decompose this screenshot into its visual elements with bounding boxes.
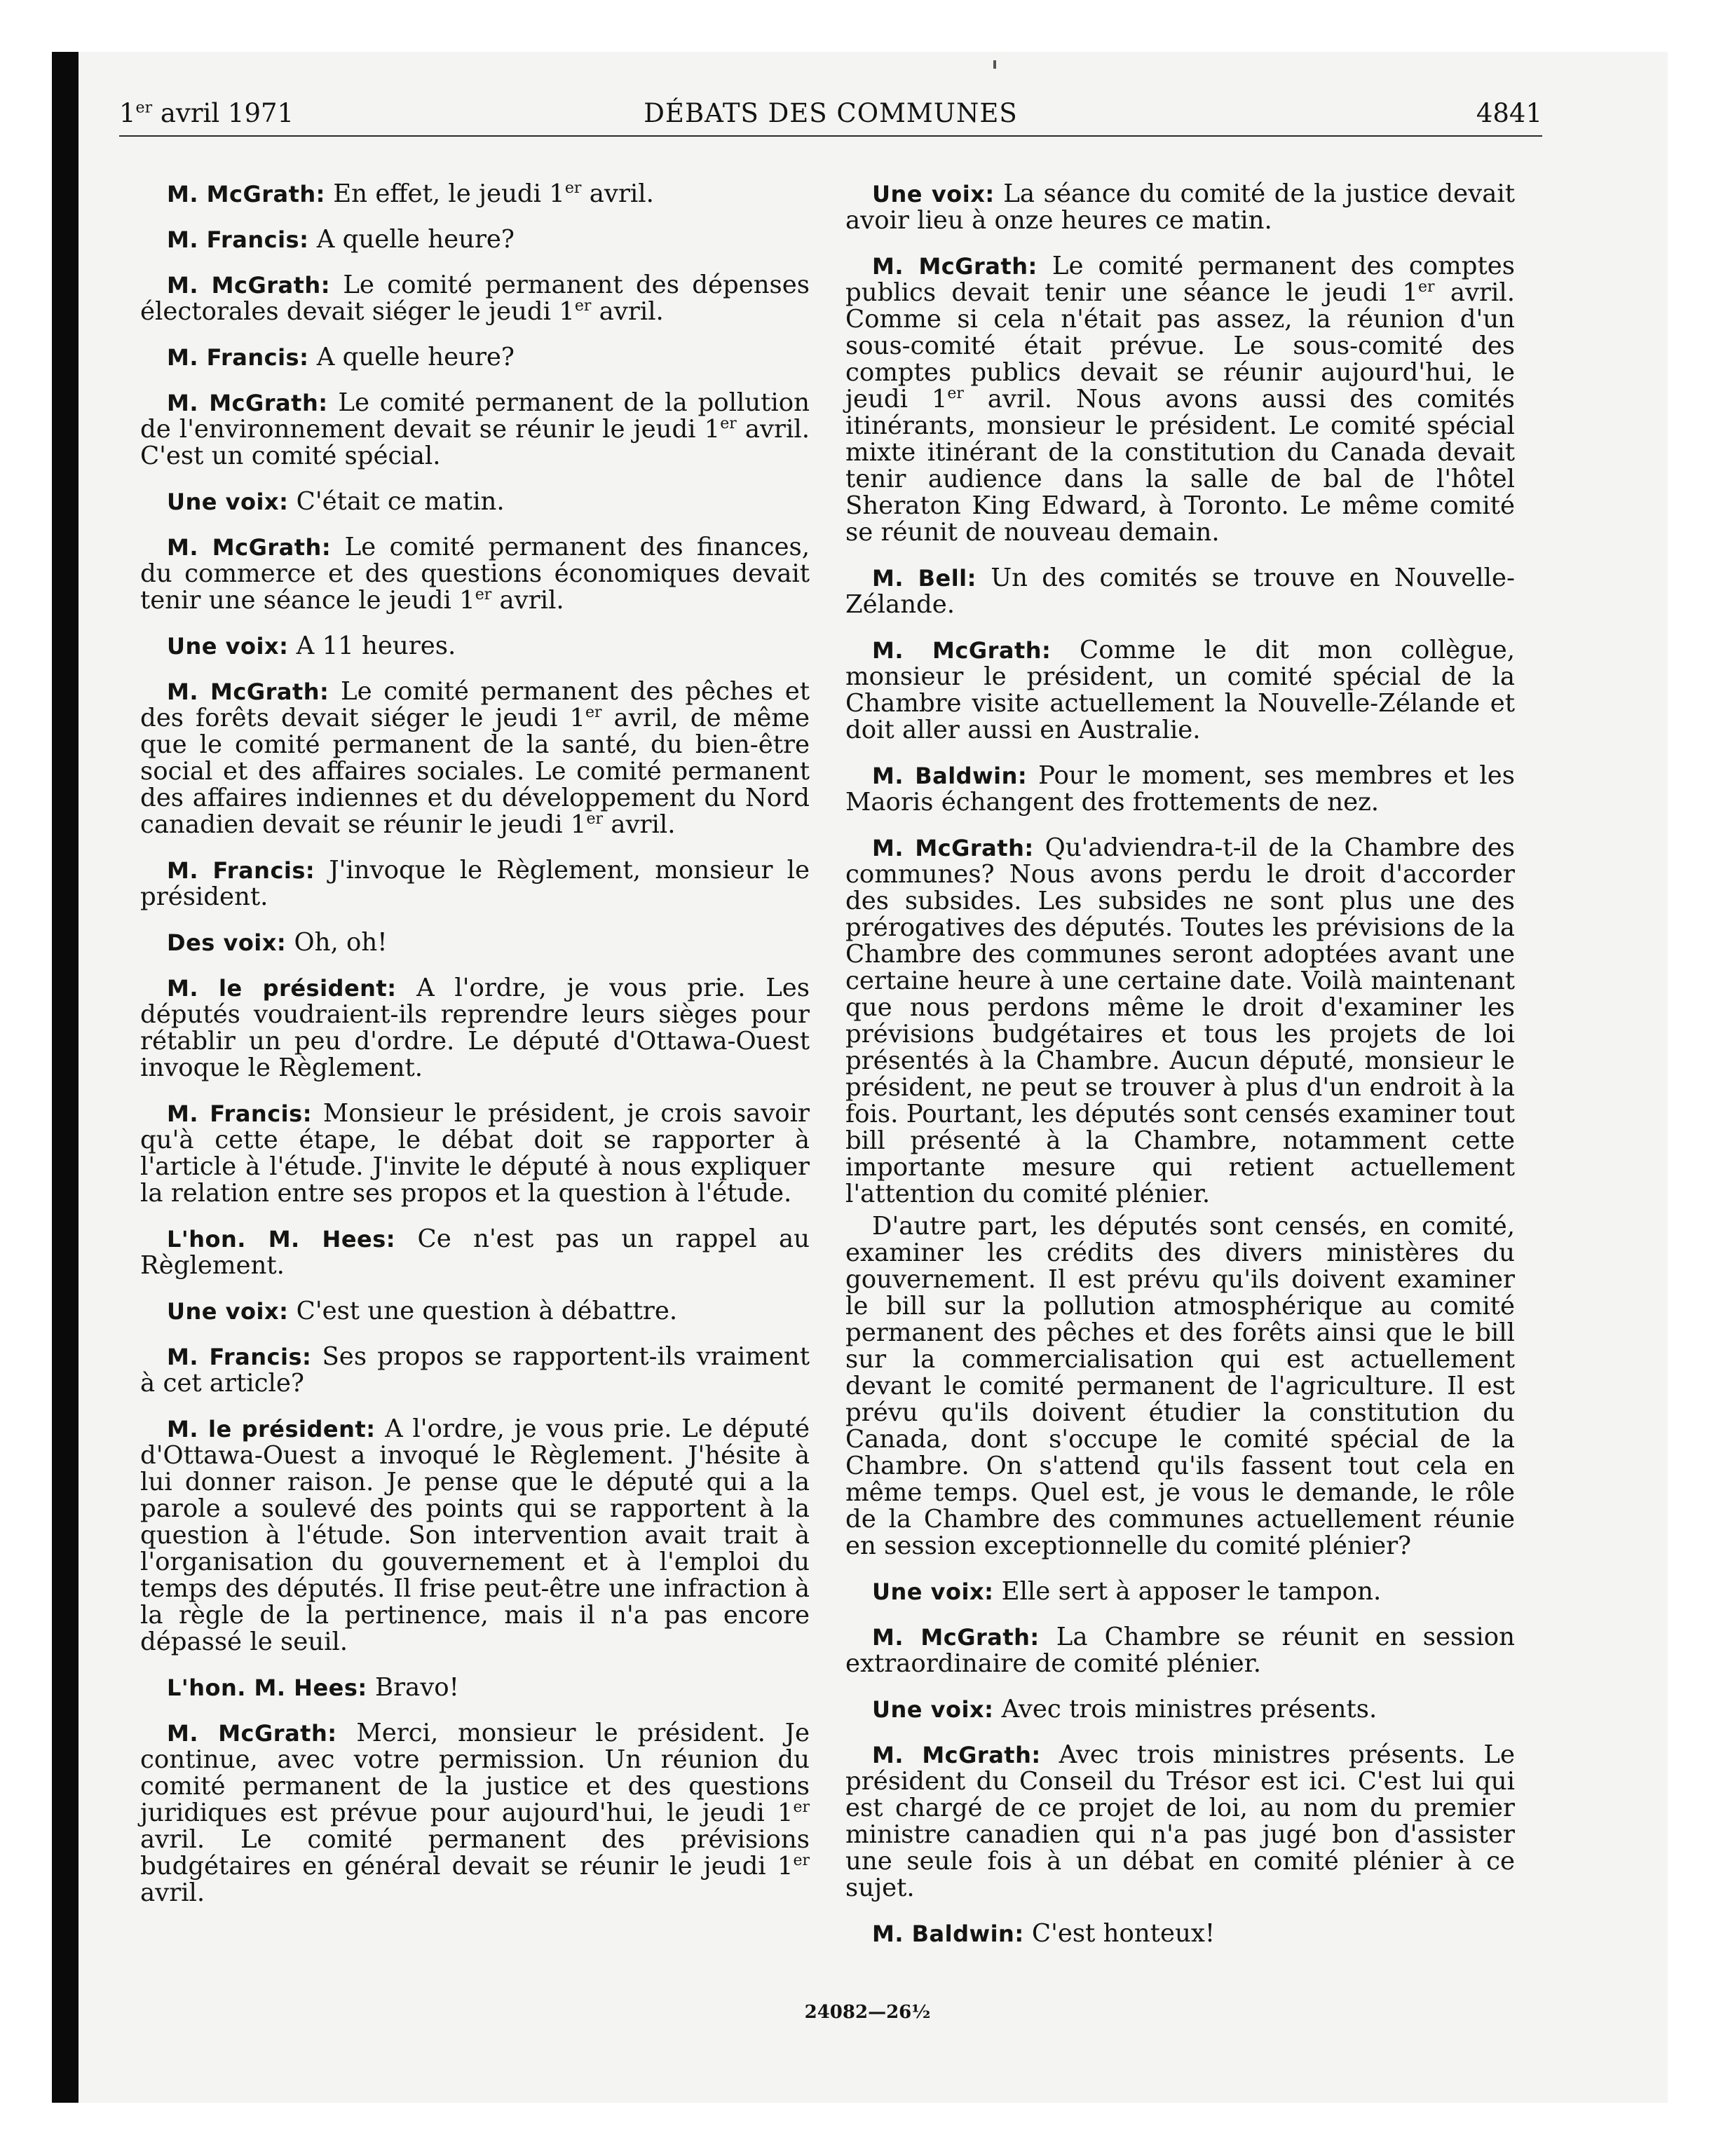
speaker-name: Des voix: — [167, 929, 287, 956]
speaker-name: M. McGrath: — [872, 1742, 1041, 1768]
speech-text: Un des comités se trouve en Nouvelle-Zélande. — [845, 564, 1515, 619]
speech-paragraph — [140, 1226, 810, 1279]
speech-text: Le comité permanent des finances, du commerce et des questions économiques devait tenir une séance le jeudi 1er avril. — [140, 533, 810, 615]
speech-text: Bravo! — [375, 1673, 459, 1702]
speech-text: A quelle heure? — [316, 343, 515, 371]
speech-paragraph — [845, 565, 1515, 618]
speech-paragraph — [140, 489, 810, 515]
speech-paragraph — [140, 929, 810, 956]
page-number: 4841 — [1476, 98, 1542, 128]
speech-text: Le comité permanent des dépenses électorales devait siéger le jeudi 1er avril. — [140, 271, 810, 326]
speech-text: A l'ordre, je vous prie. Les députés voudraient-ils reprendre leurs sièges pour rétablir un peu d'ordre. Le député d'Ottawa-Ouest invoque le Règlement. — [140, 974, 810, 1082]
speech-paragraph — [845, 1742, 1515, 1902]
speech-paragraph — [140, 272, 810, 325]
speech-text: Merci, monsieur le président. Je continue, avec votre permission. Un réunion du comité permanent de la justice et des questions juridiques est prévue pour aujourd'hui, le jeudi 1er avril. Le comité permanent des prévisions budgétaires en général devait se réunir le jeudi 1er avril. — [140, 1719, 810, 1907]
speech-text: A 11 heures. — [296, 632, 456, 660]
speech-paragraph — [140, 390, 810, 470]
speech-text: La Chambre se réunit en session extraordinaire de comité plénier. — [845, 1623, 1515, 1678]
speaker-name: M. Baldwin: — [872, 1920, 1024, 1947]
speaker-name: M. Francis: — [167, 857, 315, 884]
speech-paragraph — [845, 1920, 1515, 1947]
speaker-name: M. McGrath: — [167, 1720, 337, 1747]
speaker-name: M. le président: — [167, 1416, 376, 1442]
speaker-name: M. McGrath: — [167, 534, 332, 561]
speech-text: C'est une question à débattre. — [296, 1297, 678, 1325]
speech-text: D'autre part, les députés sont censés, en comité, examiner les crédits des divers ministères du gouvernement. Il est prévu qu'ils doivent examiner le bill sur la pollution atmosphérique au comité permanent des pêches et des forêts ainsi que le bill sur la commercialisation qui est actuellement devant le comité permanent de l'agriculture. Il est prévu qu'ils doivent étudier la constitution du Canada, dont s'occupe le comité spécial de la Chambre. On s'attend qu'ils fassent tout cela en même temps. Quel est, je vous le demande, le rôle de la Chambre des communes actuellement réunie en session exceptionnelle du comité plénier? — [845, 1212, 1515, 1560]
speech-text: Comme le dit mon collègue, monsieur le président, un comité spécial de la Chambre visite actuellement la Nouvelle-Zélande et doit aller aussi en Australie. — [845, 636, 1516, 744]
right-column — [845, 181, 1515, 1966]
speech-text: Pour le moment, ses membres et les Maoris échangent des frottements de nez. — [845, 761, 1515, 817]
speck-mark — [993, 60, 996, 69]
speech-paragraph — [845, 253, 1515, 546]
speech-text: C'est honteux! — [1031, 1919, 1216, 1948]
speaker-name: M. McGrath: — [167, 390, 328, 416]
speaker-name: Une voix: — [167, 633, 289, 660]
footer-code: 24082—26½ — [804, 2002, 931, 2023]
speaker-name: M. McGrath: — [872, 835, 1034, 861]
speech-paragraph — [140, 1298, 810, 1325]
speech-paragraph — [140, 226, 810, 253]
speech-paragraph — [845, 637, 1515, 744]
speech-text: Le comité permanent des comptes publics devait tenir une séance le jeudi 1er avril. Comme si cela n'était pas assez, la réunion d'un sous-comité était prévue. Le sous-comité des comptes publics devait se réunir aujourd'hui, le jeudi 1er avril. Nous avons aussi des comités itinérants, monsieur le président. Le comité spécial mixte itinérant de la constitution du Canada devait tenir audience dans la salle de bal de l'hôtel Sheraton King Edward, à Toronto. Le même comité se réunit de nouveau demain. — [845, 252, 1516, 547]
speech-text: Ses propos se rapportent-ils vraiment à cet article? — [140, 1342, 810, 1398]
speech-paragraph — [140, 1674, 810, 1701]
speech-paragraph — [140, 181, 810, 207]
speaker-name: M. McGrath: — [872, 1624, 1040, 1651]
speaker-name: Une voix: — [167, 1298, 289, 1325]
speaker-name: M. Francis: — [167, 1100, 312, 1127]
speech-text: A quelle heure? — [316, 225, 515, 254]
speech-paragraph — [140, 857, 810, 910]
speaker-name: M. McGrath: — [872, 253, 1037, 280]
header-rule — [119, 135, 1542, 137]
speaker-name: M. Francis: — [167, 344, 309, 371]
speaker-name: L'hon. M. Hees: — [167, 1226, 396, 1253]
left-column — [140, 181, 810, 1925]
speech-text: C'était ce matin. — [296, 487, 505, 516]
binding-edge — [52, 52, 79, 2103]
speaker-name: M. Francis: — [167, 226, 309, 253]
header-title: DÉBATS DES COMMUNES — [644, 98, 1018, 128]
speech-paragraph — [140, 344, 810, 371]
speech-paragraph — [140, 678, 810, 838]
speech-paragraph — [140, 1720, 810, 1906]
speech-paragraph — [140, 534, 810, 614]
speech-text: Elle sert à apposer le tampon. — [1001, 1577, 1382, 1606]
speech-paragraph — [845, 181, 1515, 234]
speech-paragraph — [140, 975, 810, 1082]
speech-text: Qu'adviendra-t-il de la Chambre des communes? Nous avons perdu le droit d'accorder des subsides. Les subsides ne sont plus une des prérogatives des députés. Toutes les prévisions de la Chambre des communes seront adoptées avant une certaine heure à une certaine date. Voilà maintenant que nous perdons même le droit d'examiner les prévisions budgétaires et tous les projets de loi présentés à la Chambre. Aucun député, monsieur le président, ne peut se trouver à plus d'un endroit à la fois. Pourtant, les députés sont censés examiner tout bill présenté à la Chambre, notamment cette importante mesure qui retient actuellement l'attention du comité plénier. — [845, 833, 1515, 1208]
speech-text: A l'ordre, je vous prie. Le député d'Ottawa-Ouest a invoqué le Règlement. J'hésite à lui donner raison. Je pense que le député qui a la parole a soulevé des points qui se rapportent à la question à l'étude. Son intervention avait trait à l'organisation du gouvernement et à l'emploi du temps des députés. Il frise peut-être une infraction à la règle de la pertinence, mais il n'a pas encore dépassé le seuil. — [140, 1414, 810, 1656]
speaker-name: Une voix: — [167, 489, 289, 515]
speech-text: J'invoque le Règlement, monsieur le président. — [140, 856, 810, 911]
speech-paragraph — [140, 1100, 810, 1207]
speaker-name: M. Bell: — [872, 565, 977, 592]
speaker-name: Une voix: — [872, 1696, 994, 1723]
speaker-name: M. Baldwin: — [872, 763, 1028, 789]
speaker-name: M. McGrath: — [167, 678, 329, 705]
speech-text: Le comité permanent des pêches et des forêts devait siéger le jeudi 1er avril, de même que le comité permanent de la santé, du bien-être social et des affaires sociales. Le comité permanent des affaires indiennes et du développement du Nord canadien devait se réunir le jeudi 1er avril. — [140, 677, 810, 839]
speech-paragraph — [140, 633, 810, 660]
speech-text: La séance du comité de la justice devait avoir lieu à onze heures ce matin. — [845, 179, 1515, 235]
header-date: 1er avril 1971 — [119, 98, 294, 128]
speech-paragraph — [845, 835, 1515, 1208]
speech-text: Oh, oh! — [294, 928, 388, 957]
speaker-name: M. McGrath: — [872, 637, 1052, 664]
speaker-name: M. McGrath: — [167, 181, 325, 207]
speaker-name: M. Francis: — [167, 1344, 312, 1370]
speech-paragraph — [140, 1344, 810, 1397]
speech-text: Avec trois ministres présents. Le président du Conseil du Trésor est ici. C'est lui qui est chargé de ce projet de loi, au nom du premier ministre canadien qui n'a pas jugé bon d'assister une seule fois à un débat en comité plénier à ce sujet. — [845, 1740, 1515, 1902]
speech-paragraph — [845, 1624, 1515, 1677]
speaker-name: M. McGrath: — [167, 272, 331, 299]
speech-paragraph — [845, 1213, 1515, 1560]
speech-paragraph — [845, 1696, 1515, 1723]
speech-text: Le comité permanent de la pollution de l'environnement devait se réunir le jeudi 1er avril. C'est un comité spécial. — [140, 388, 810, 470]
speaker-name: L'hon. M. Hees: — [167, 1674, 367, 1701]
speech-paragraph — [845, 1578, 1515, 1605]
speaker-name: M. le président: — [167, 975, 397, 1002]
speech-text: En effet, le jeudi 1er avril. — [333, 179, 654, 208]
speaker-name: Une voix: — [872, 181, 995, 207]
speech-text: Avec trois ministres présents. — [1001, 1695, 1377, 1724]
speech-paragraph — [140, 1416, 810, 1656]
speech-paragraph — [845, 763, 1515, 816]
speech-text: Ce n'est pas un rappel au Règlement. — [140, 1224, 810, 1280]
speaker-name: Une voix: — [872, 1578, 994, 1605]
running-header — [119, 98, 1542, 140]
speech-text: Monsieur le président, je crois savoir qu'à cette étape, le débat doit se rapporter à l'article à l'étude. J'invite le député à nous expliquer la relation entre ses propos et la question à l'étude. — [140, 1099, 810, 1208]
